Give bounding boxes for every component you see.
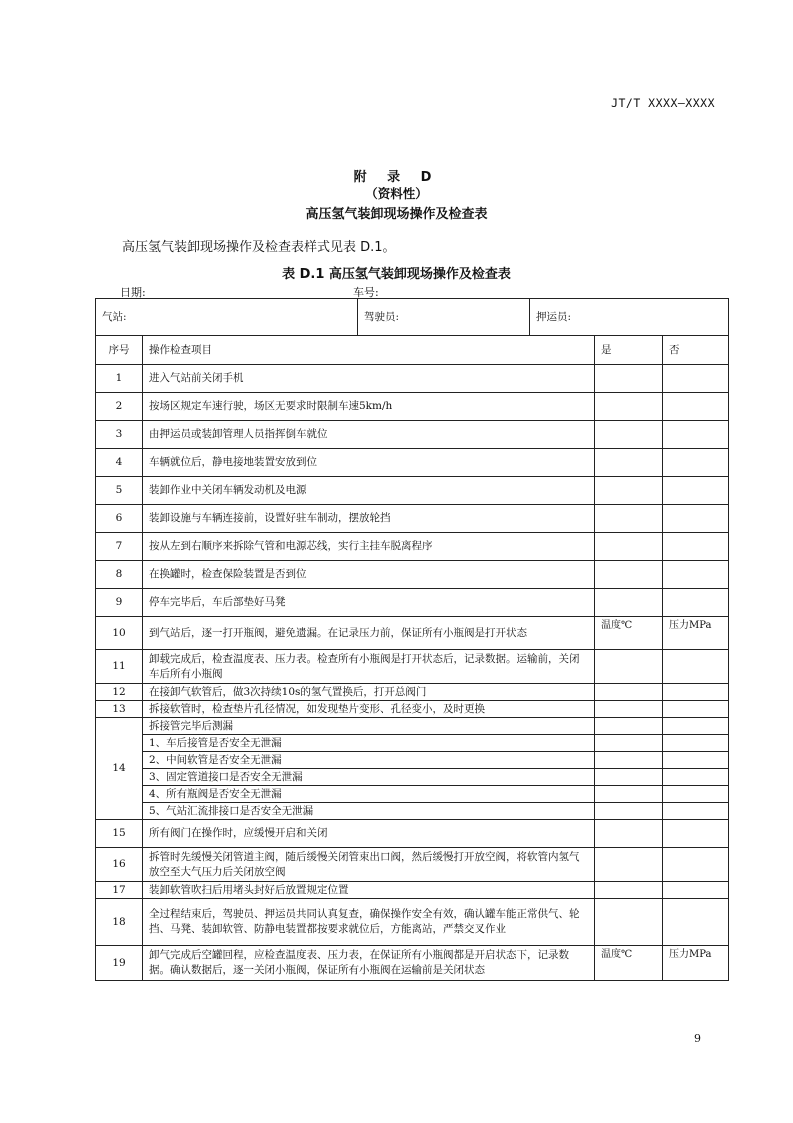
no-cell[interactable] <box>663 786 729 803</box>
yes-cell[interactable] <box>595 589 663 617</box>
table-row <box>96 848 729 882</box>
row-number: 6 <box>96 505 143 533</box>
no-cell[interactable] <box>663 701 729 718</box>
no-cell[interactable] <box>663 820 729 848</box>
table-row <box>96 718 729 735</box>
table-row <box>96 393 729 421</box>
table-row <box>96 589 729 617</box>
table-row <box>96 946 729 981</box>
no-cell[interactable] <box>663 684 729 701</box>
yes-cell[interactable] <box>595 820 663 848</box>
row-number: 9 <box>96 589 143 617</box>
no-cell[interactable] <box>663 848 729 882</box>
column-header-yes: 是 <box>595 336 663 365</box>
row-number: 10 <box>96 617 143 650</box>
pressure-cell[interactable]: 压力MPa <box>663 946 729 981</box>
row-item: 由押运员或装卸管理人员指挥倒车就位 <box>143 421 595 449</box>
row-item: 按从左到右顺序来拆除气管和电源芯线，实行主挂车脱离程序 <box>143 533 595 561</box>
yes-cell[interactable] <box>595 421 663 449</box>
station-row <box>96 299 729 336</box>
row-item: 拆接软管时，检查垫片孔径情况，如发现垫片变形、孔径变小，及时更换 <box>143 701 595 718</box>
table-row <box>96 899 729 946</box>
row-number: 7 <box>96 533 143 561</box>
row-item: 按场区规定车速行驶，场区无要求时限制车速5km/h <box>143 393 595 421</box>
yes-cell[interactable] <box>595 505 663 533</box>
row-item: 装卸作业中关闭车辆发动机及电源 <box>143 477 595 505</box>
row-number: 2 <box>96 393 143 421</box>
row-item: 车辆就位后，静电接地装置安放到位 <box>143 449 595 477</box>
row-item: 在换罐时，检查保险装置是否到位 <box>143 561 595 589</box>
appendix-title: 附 录 D <box>353 170 440 185</box>
no-cell[interactable] <box>663 769 729 786</box>
row-number: 5 <box>96 477 143 505</box>
table-row <box>96 803 729 820</box>
table-row <box>96 421 729 449</box>
row-number: 13 <box>96 701 143 718</box>
no-cell[interactable] <box>663 505 729 533</box>
no-cell[interactable] <box>663 561 729 589</box>
table-header-row <box>96 336 729 365</box>
row-item: 所有阀门在操作时，应缓慢开启和关闭 <box>143 820 595 848</box>
row-number: 3 <box>96 421 143 449</box>
document-code: JT/T XXXX—XXXX <box>611 96 715 110</box>
row-number: 8 <box>96 561 143 589</box>
yes-cell[interactable] <box>595 449 663 477</box>
yes-cell[interactable] <box>595 769 663 786</box>
row-item: 装卸设施与车辆连接前，设置好驻车制动，摆放轮挡 <box>143 505 595 533</box>
row-item: 进入气站前关闭手机 <box>143 365 595 393</box>
no-cell[interactable] <box>663 589 729 617</box>
car-number-label: 车号: <box>353 286 379 299</box>
driver-label: 驾驶员: <box>358 299 530 336</box>
yes-cell[interactable] <box>595 701 663 718</box>
table-row <box>96 820 729 848</box>
row-item: 全过程结束后，驾驶员、押运员共同认真复查，确保操作安全有效，确认罐车能正常供气、轮挡、马凳、装卸软管、防静电装置都按要求就位后，方能离站，严禁交叉作业 <box>143 899 595 946</box>
yes-cell[interactable] <box>595 882 663 899</box>
yes-cell[interactable] <box>595 684 663 701</box>
no-cell[interactable] <box>663 477 729 505</box>
temperature-cell[interactable]: 温度℃ <box>595 946 663 981</box>
sub-item: 5、气站汇流排接口是否安全无泄漏 <box>143 803 595 820</box>
column-header-no: 序号 <box>96 336 143 365</box>
no-cell[interactable] <box>663 365 729 393</box>
row-item: 卸载完成后，检查温度表、压力表。检查所有小瓶阀是打开状态后，记录数据。运输前，关闭车后所有小瓶阀 <box>143 650 595 684</box>
appendix-nature: （资料性） <box>365 186 428 201</box>
row-item: 拆接管完毕后测漏 <box>143 718 595 735</box>
pressure-cell[interactable]: 压力MPa <box>663 617 729 650</box>
station-label: 气站: <box>96 299 358 336</box>
check-table <box>95 298 729 981</box>
row-item: 停车完毕后，车后部垫好马凳 <box>143 589 595 617</box>
table-row <box>96 477 729 505</box>
sub-item: 1、车后接管是否安全无泄漏 <box>143 735 595 752</box>
table-row <box>96 882 729 899</box>
yes-cell[interactable] <box>595 393 663 421</box>
table-row <box>96 735 729 752</box>
yes-cell[interactable] <box>595 365 663 393</box>
row-item: 在接卸气软管后，做3次持续10s的氢气置换后，打开总阀门 <box>143 684 595 701</box>
yes-cell[interactable] <box>595 735 663 752</box>
yes-cell[interactable] <box>595 477 663 505</box>
no-cell[interactable] <box>663 533 729 561</box>
sub-item: 4、所有瓶阀是否安全无泄漏 <box>143 786 595 803</box>
row-number: 19 <box>96 946 143 981</box>
page-number: 9 <box>694 1032 701 1045</box>
yes-cell[interactable] <box>595 561 663 589</box>
row-item: 卸气完成后空罐回程，应检查温度表、压力表，在保证所有小瓶阀都是开启状态下，记录数据。确认数据后，逐一关闭小瓶阀，保证所有小瓶阀在运输前是关闭状态 <box>143 946 595 981</box>
table-row <box>96 684 729 701</box>
table-row <box>96 650 729 684</box>
yes-cell[interactable] <box>595 899 663 946</box>
sub-item: 2、中间软管是否安全无泄漏 <box>143 752 595 769</box>
table-row <box>96 752 729 769</box>
no-cell[interactable] <box>663 882 729 899</box>
escort-label: 押运员: <box>530 299 729 336</box>
row-number: 12 <box>96 684 143 701</box>
table-row <box>96 365 729 393</box>
yes-cell[interactable] <box>595 650 663 684</box>
row-number: 1 <box>96 365 143 393</box>
sub-item: 3、固定管道接口是否安全无泄漏 <box>143 769 595 786</box>
table-caption: 表 D.1 高压氢气装卸现场操作及检查表 <box>282 267 511 282</box>
intro-paragraph: 高压氢气装卸现场操作及检查表样式见表 D.1。 <box>122 240 396 255</box>
no-cell[interactable] <box>663 393 729 421</box>
table-row <box>96 505 729 533</box>
table-row <box>96 701 729 718</box>
no-cell[interactable] <box>663 803 729 820</box>
no-cell[interactable] <box>663 752 729 769</box>
yes-cell[interactable] <box>595 803 663 820</box>
no-cell[interactable] <box>663 718 729 735</box>
yes-cell[interactable] <box>595 752 663 769</box>
table-row <box>96 786 729 803</box>
row-number: 18 <box>96 899 143 946</box>
row-number: 15 <box>96 820 143 848</box>
table-row <box>96 617 729 650</box>
yes-cell[interactable] <box>595 533 663 561</box>
row-item: 到气站后，逐一打开瓶阀，避免遗漏。在记录压力前，保证所有小瓶阀是打开状态 <box>143 617 595 650</box>
yes-cell[interactable] <box>595 848 663 882</box>
appendix-name: 高压氢气装卸现场操作及检查表 <box>305 207 488 222</box>
row-number: 11 <box>96 650 143 684</box>
column-header-no-answer: 否 <box>663 336 729 365</box>
row-number: 17 <box>96 882 143 899</box>
no-cell[interactable] <box>663 899 729 946</box>
table-row <box>96 449 729 477</box>
no-cell[interactable] <box>663 735 729 752</box>
row-number: 4 <box>96 449 143 477</box>
row-item: 拆管时先缓慢关闭管道主阀，随后缓慢关闭管束出口阀，然后缓慢打开放空阀，将软管内氢气放空至大气压力后关闭放空阀 <box>143 848 595 882</box>
yes-cell[interactable] <box>595 786 663 803</box>
table-row <box>96 561 729 589</box>
no-cell[interactable] <box>663 650 729 684</box>
table-row <box>96 769 729 786</box>
row-number: 16 <box>96 848 143 882</box>
column-header-item: 操作检查项目 <box>143 336 595 365</box>
row-number: 14 <box>96 718 143 820</box>
temperature-cell[interactable]: 温度℃ <box>595 617 663 650</box>
row-item: 装卸软管吹扫后用堵头封好后放置规定位置 <box>143 882 595 899</box>
no-cell[interactable] <box>663 449 729 477</box>
table-row <box>96 533 729 561</box>
no-cell[interactable] <box>663 421 729 449</box>
yes-cell[interactable] <box>595 718 663 735</box>
date-label: 日期: <box>120 286 146 299</box>
